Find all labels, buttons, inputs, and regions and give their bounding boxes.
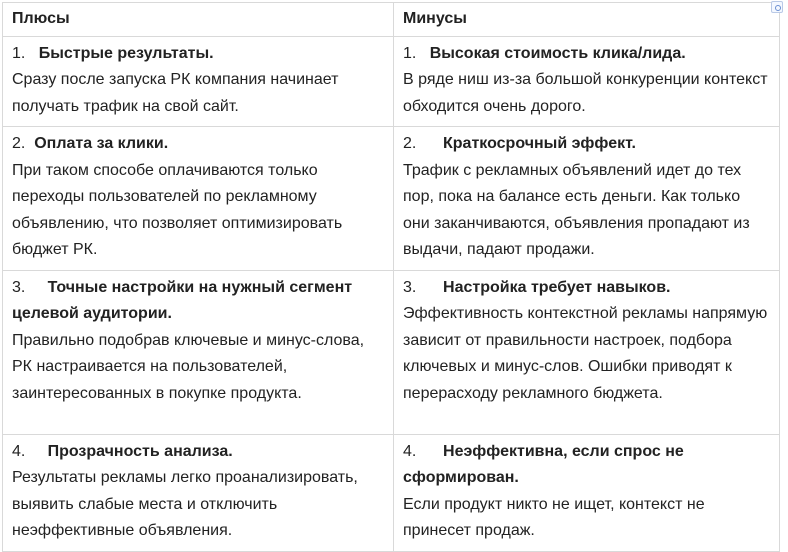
pro-cell xyxy=(3,36,394,127)
con-heading: 1. Высокая стоимость клика/лида. xyxy=(403,44,686,62)
header-cons: Минусы xyxy=(394,3,780,37)
con-description: В ряде ниш из-за большой конкуренции контекст обходится очень дорого. xyxy=(403,71,768,115)
table-row xyxy=(3,36,780,127)
con-cell xyxy=(394,270,780,434)
con-description: Если продукт никто не ищет, контекст не принесет продаж. xyxy=(403,495,705,539)
con-description: Трафик с рекламных объявлений идет до тех пор, пока на балансе есть деньги. Как только они заканчиваются, объявления пропадают из выдачи, падают продажи. xyxy=(403,161,750,258)
pros-cons-table xyxy=(2,2,780,552)
con-heading: 3. Настройка требует навыков. xyxy=(403,278,671,296)
pros-cons-table-wrapper xyxy=(2,2,779,552)
pro-heading: 1. Быстрые результаты. xyxy=(12,44,214,62)
pro-description: Результаты рекламы легко проанализировать, выявить слабые места и отключить неэффективные объявления. xyxy=(12,469,358,539)
table-row xyxy=(3,127,780,271)
header-pros: Плюсы xyxy=(3,3,394,37)
con-cell xyxy=(394,127,780,271)
pro-cell xyxy=(3,270,394,434)
table-header-row xyxy=(3,3,780,37)
con-heading: 4. Неэффективна, если спрос не сформирован. xyxy=(403,442,684,486)
pro-heading: 3. Точные настройки на нужный сегмент целевой аудитории. xyxy=(12,278,353,322)
con-heading: 2. Краткосрочный эффект. xyxy=(403,135,636,152)
pro-cell xyxy=(3,434,394,551)
pro-cell xyxy=(3,127,394,271)
pro-heading: 4. Прозрачность анализа. xyxy=(12,442,233,460)
pro-description: Правильно подобрав ключевые и минус-слова, РК настраивается на пользователей, заинтересованных в покупке продукта. xyxy=(12,331,365,402)
table-row xyxy=(3,270,780,434)
con-description: Эффективность контекстной рекламы напрямую зависит от правильности настроек, подбора ключевых и минус-слов. Ошибки приводят к перерасходу рекламного бюджета. xyxy=(403,305,768,402)
con-cell xyxy=(394,36,780,127)
pro-description: При таком способе оплачиваются только переходы пользователей по рекламному объявлению, что позволяет оптимизировать бюджет РК. xyxy=(12,161,343,258)
table-row xyxy=(3,434,780,551)
pro-description: Сразу после запуска РК компания начинает получать трафик на свой сайт. xyxy=(12,71,339,115)
con-cell xyxy=(394,434,780,551)
image-expand-icon[interactable] xyxy=(771,1,783,13)
pro-heading: 2. Оплата за клики. xyxy=(12,135,169,152)
